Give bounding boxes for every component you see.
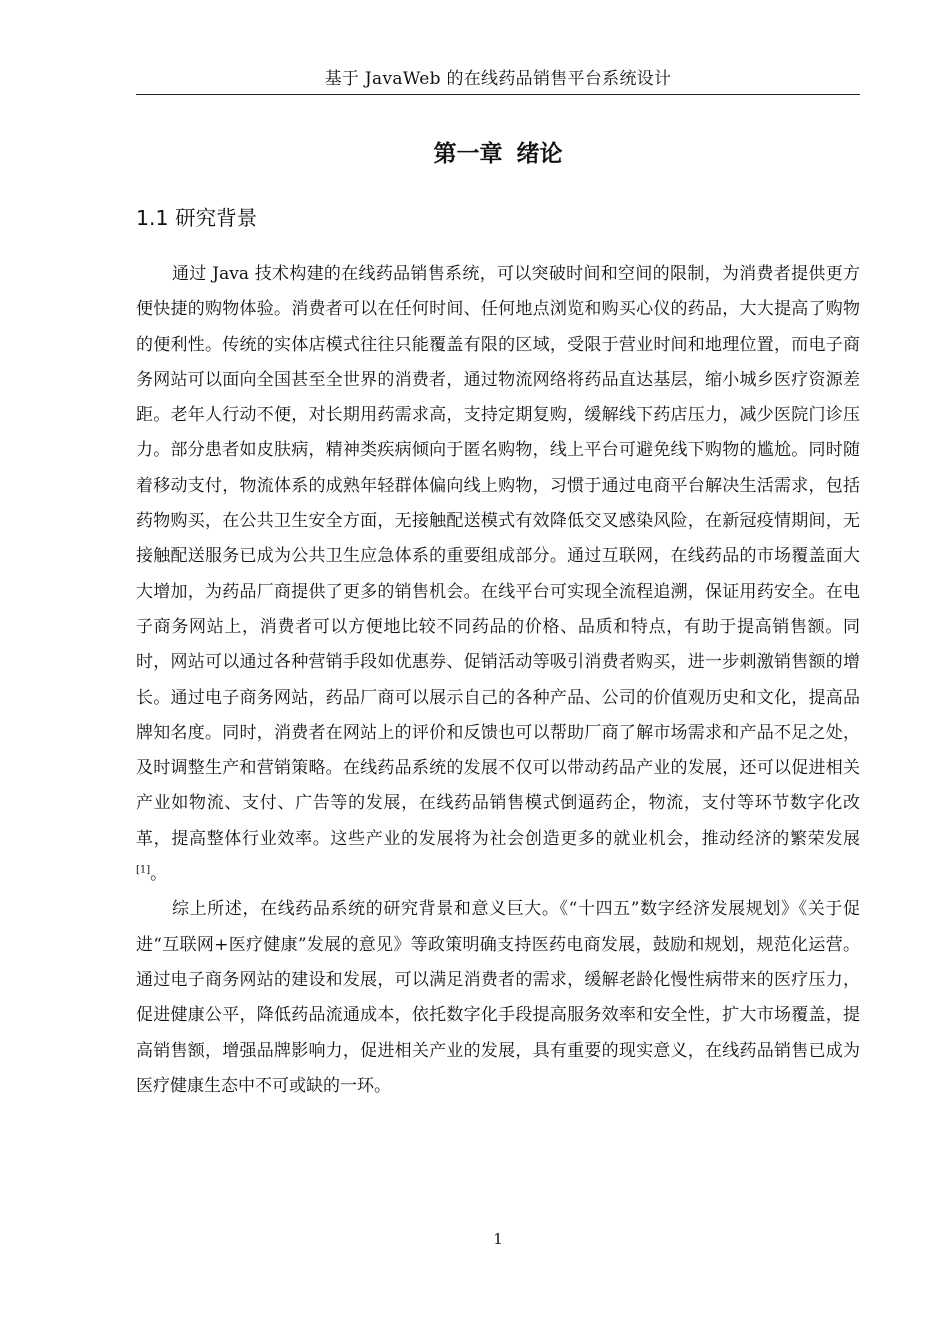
paragraph-research-background xyxy=(136,257,860,892)
citation-reference: [1] xyxy=(136,864,151,876)
running-header-title: 基于 JavaWeb 的在线药品销售平台系统设计 xyxy=(324,69,672,89)
paragraph-research-background-text: 通过 Java 技术构建的在线药品销售系统，可以突破时间和空间的限制，为消费者提供更方便快捷的购物体验。消费者可以在任何时间、任何地点浏览和购买心仪的药品，大大提高了购物的便利性。传统的实体店模式往往只能覆盖有限的区域，受限于营业时间和地理位置，而电子商务网站可以面向全国甚至全世界的消费者，通过物流网络将药品直达基层，缩小城乡医疗资源差距。老年人行动不便，对长期用药需求高，支持定期复购，缓解线下药店压力，减少医院门诊压力。部分患者如皮肤病，精神类疾病倾向于匿名购物，线上平台可避免线下购物的尴尬。同时随着移动支付，物流体系的成熟年轻群体偏向线上购物，习惯于通过电商平台解决生活需求，包括药物购买，在公共卫生安全方面，无接触配送模式有效降低交叉感染风险，在新冠疫情期间，无接触配送服务已成为公共卫生应急体系的重要组成部分。通过互联网，在线药品的市场覆盖面大大增加，为药品厂商提供了更多的销售机会。在线平台可实现全流程追溯，保证用药安全。在电子商务网站上，消费者可以方便地比较不同药品的价格、品质和特点，有助于提高销售额。同时，网站可以通过各种营销手段如优惠券、促销活动等吸引消费者购买，进一步刺激销售额的增长。通过电子商务网站，药品厂商可以展示自己的各种产品、公司的价值观历史和文化，提高品牌知名度。同时，消费者在网站上的评价和反馈也可以帮助厂商了解市场需求和产品不足之处，及时调整生产和营销策略。在线药品系统的发展不仅可以带动药品产业的发展，还可以促进相关产业如物流、支付、广告等的发展，在线药品销售模式倒逼药企，物流，支付等环节数字化改革，提高整体行业效率。这些产业的发展将为社会创造更多的就业机会，推动经济的繁荣发展 xyxy=(136,264,860,849)
body-text xyxy=(136,257,860,1104)
chapter-title: 第一章 绪论 xyxy=(433,141,563,167)
running-header xyxy=(136,66,860,95)
paragraph-research-background-end: 。 xyxy=(150,864,168,885)
paragraph-summary: 综上所述，在线药品系统的研究背景和意义巨大。《“十四五”数字经济发展规划》《关于促进“互联网+医疗健康”发展的意见》等政策明确支持医药电商发展，鼓励和规划，规范化运营。通过电子商务网站的建设和发展，可以满足消费者的需求，缓解老龄化慢性病带来的医疗压力，促进健康公平，降低药品流通成本，依托数字化手段提高服务效率和安全性，扩大市场覆盖，提高销售额，增强品牌影响力，促进相关产业的发展，具有重要的现实意义，在线药品销售已成为医疗健康生态中不可或缺的一环。 xyxy=(136,899,860,1096)
section-heading: 1.1 研究背景 xyxy=(136,206,258,230)
page-number: 1 xyxy=(493,1230,503,1248)
